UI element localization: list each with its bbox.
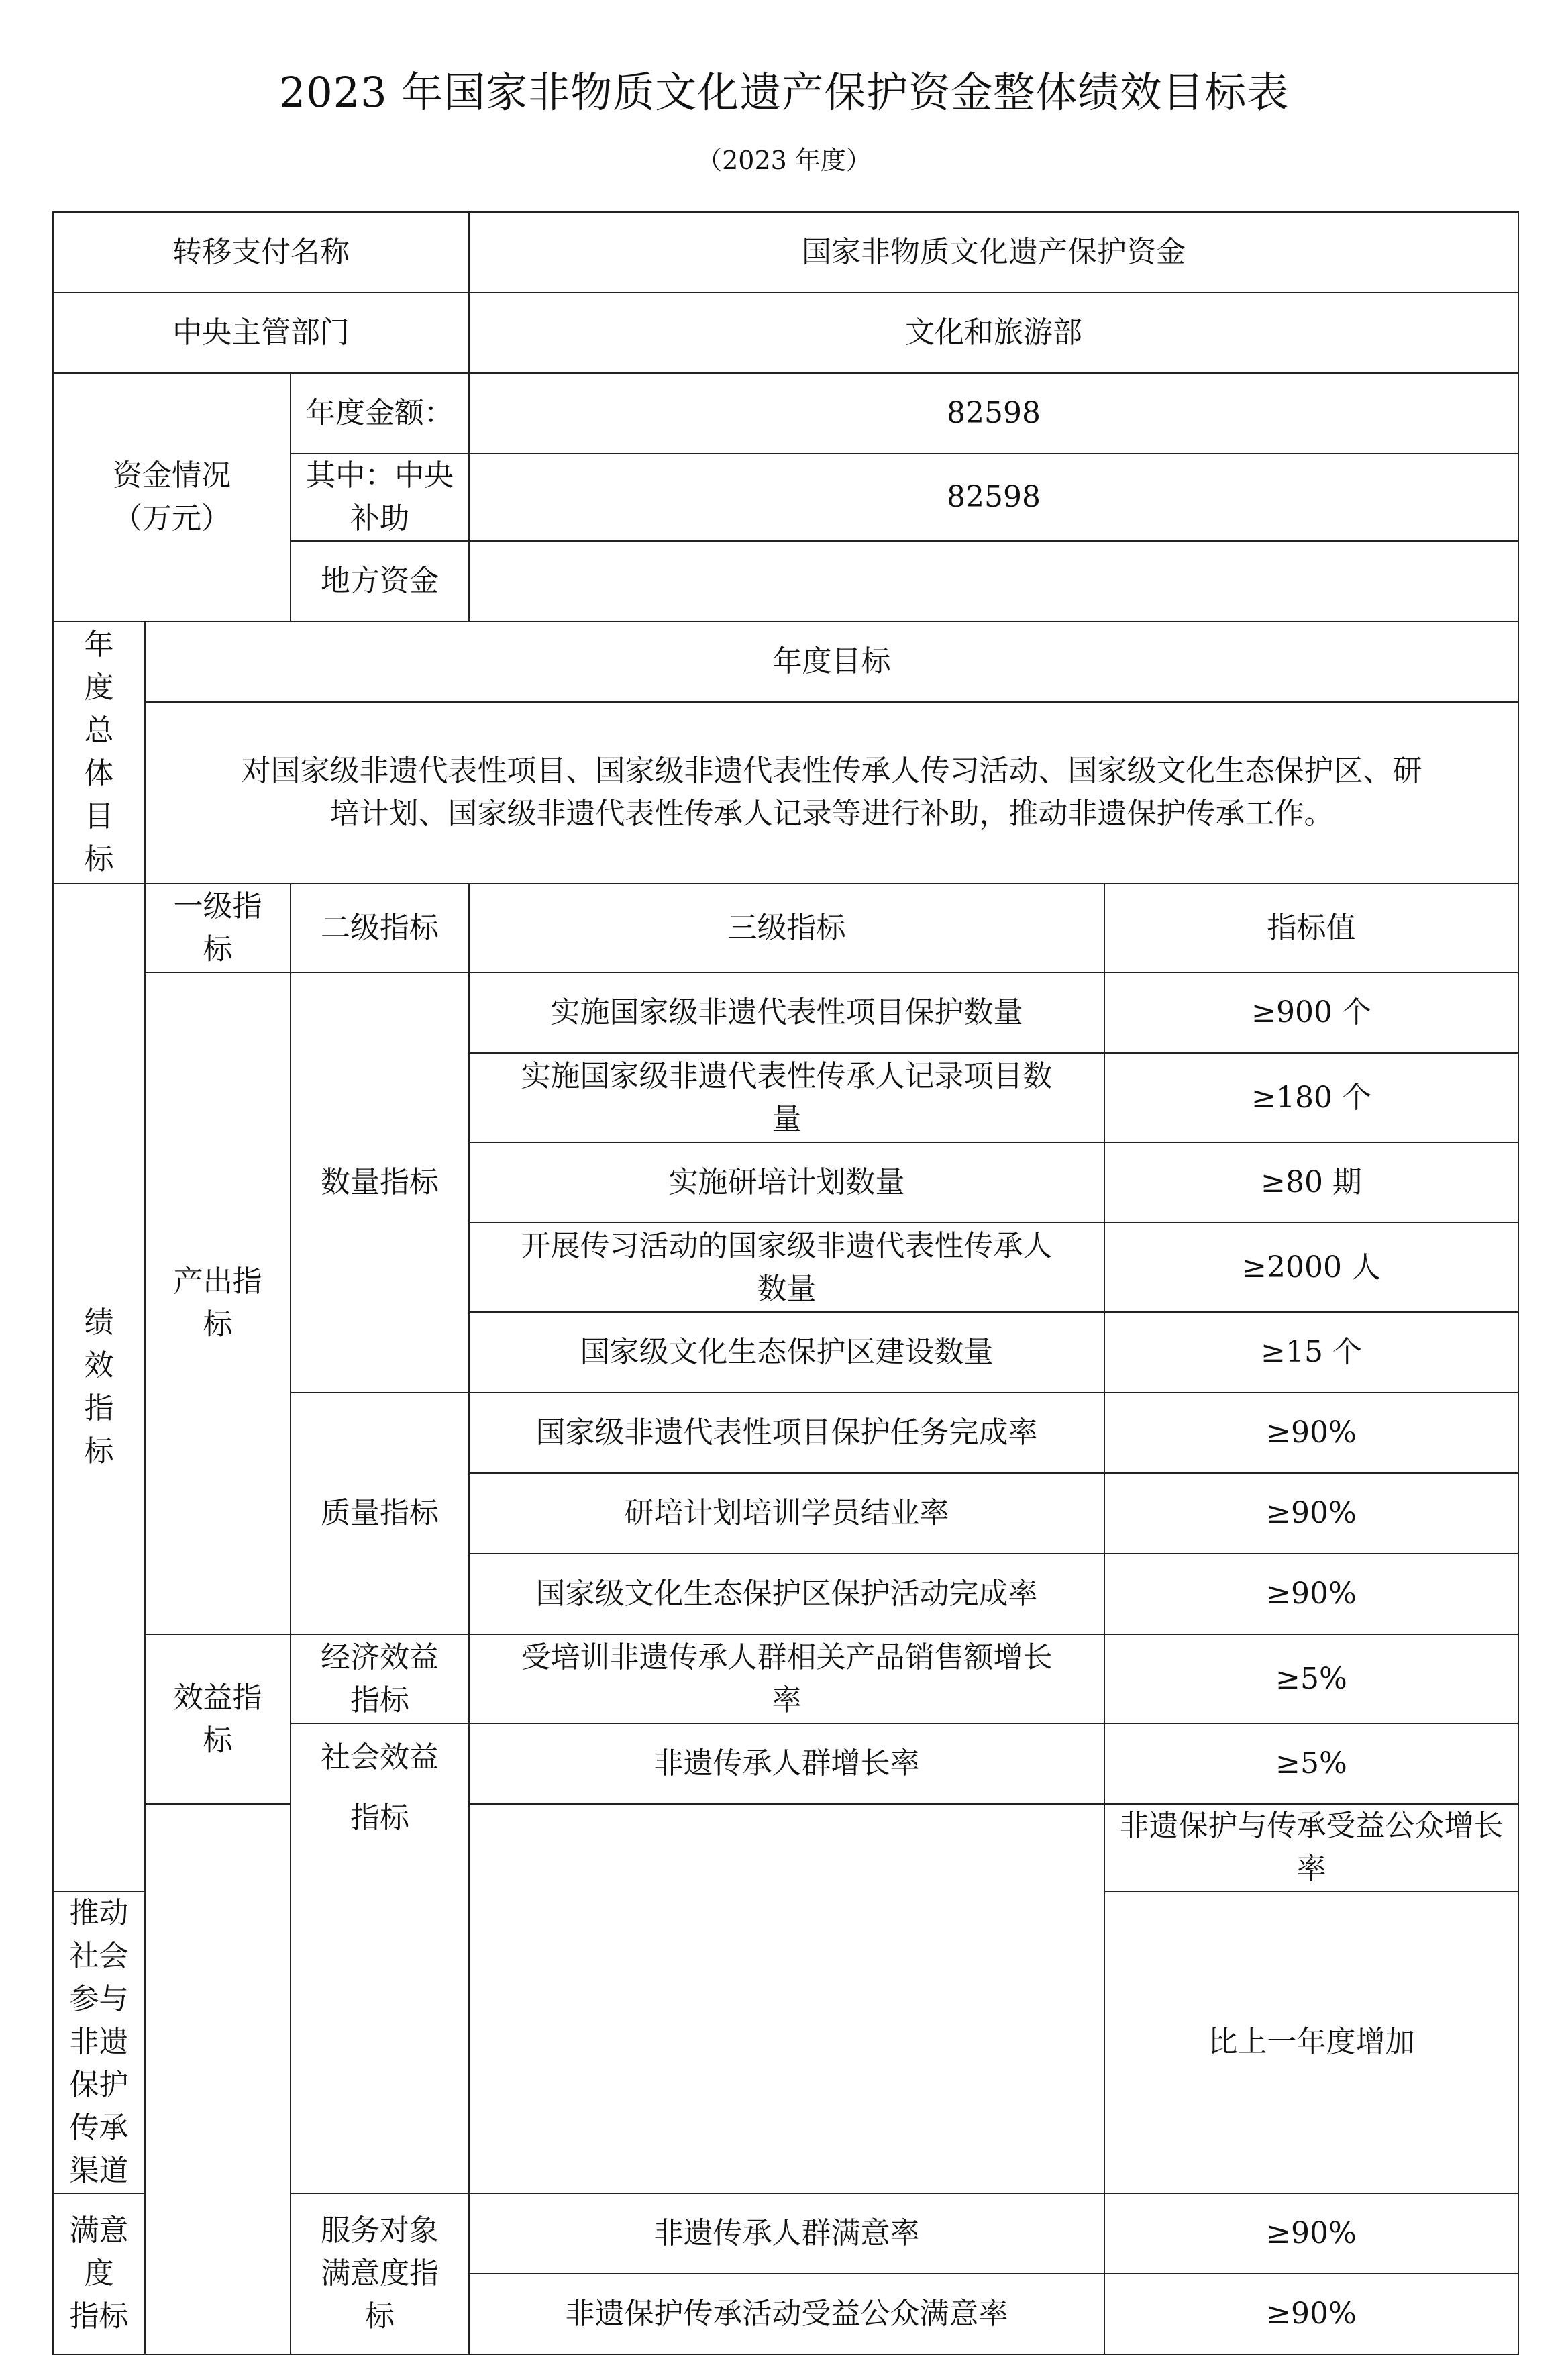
header-level3: 三级指标 bbox=[469, 883, 1104, 972]
indicator-value: ≥90% bbox=[1104, 1393, 1518, 1473]
indicator-value: ≥5% bbox=[1104, 1634, 1518, 1723]
annual-goal-header: 年度目标 bbox=[145, 621, 1518, 702]
table-row bbox=[53, 293, 1518, 373]
header-level2: 二级指标 bbox=[291, 883, 469, 972]
economic-benefit-label: 经济效益 指标 bbox=[291, 1634, 469, 1723]
page-title: 2023 年国家非物质文化遗产保护资金整体绩效目标表 bbox=[278, 68, 1290, 117]
indicator-value: ≥80 期 bbox=[1104, 1142, 1518, 1223]
indicator-name: 受培训非遗传承人群相关产品销售额增长 率 bbox=[469, 1634, 1104, 1723]
indicator-name: 实施国家级非遗代表性传承人记录项目数 量 bbox=[469, 1053, 1104, 1142]
indicator-value: ≥90% bbox=[1104, 2193, 1518, 2274]
indicator-value: ≥90% bbox=[1104, 2274, 1518, 2354]
indicator-name: 实施研培计划数量 bbox=[469, 1142, 1104, 1223]
dept-label: 中央主管部门 bbox=[53, 293, 469, 373]
indicator-name: 非遗传承人群满意率 bbox=[469, 2193, 1104, 2274]
table-row bbox=[53, 212, 1518, 293]
table-row bbox=[53, 1804, 1518, 1891]
annual-goal-side-label: 年 度 总 体 目 标 bbox=[53, 621, 145, 883]
dept-value: 文化和旅游部 bbox=[469, 293, 1518, 373]
transfer-name-label: 转移支付名称 bbox=[53, 212, 469, 293]
indicator-name: 开展传习活动的国家级非遗代表性传承人 数量 bbox=[469, 1223, 1104, 1312]
performance-table bbox=[52, 211, 1519, 2355]
service-satisfaction-label: 服务对象 满意度指 标 bbox=[291, 2193, 469, 2354]
local-funds-label: 地方资金 bbox=[291, 541, 469, 621]
benefit-label: 效益指 标 bbox=[145, 1634, 291, 1804]
indicator-value: ≥900 个 bbox=[1104, 972, 1518, 1053]
header-value: 指标值 bbox=[1104, 883, 1518, 972]
table-row bbox=[53, 702, 1518, 883]
level1-continuation bbox=[469, 1804, 1104, 2193]
satisfaction-label: 满意度 指标 bbox=[53, 2193, 145, 2354]
indicator-name: 国家级文化生态保护区建设数量 bbox=[469, 1312, 1104, 1393]
table-row bbox=[53, 883, 1518, 972]
funds-label-line2: （万元） bbox=[113, 501, 231, 536]
indicator-value: ≥90% bbox=[1104, 1554, 1518, 1634]
annual-amount-label: 年度金额： bbox=[291, 373, 469, 454]
table-row bbox=[53, 373, 1518, 454]
indicator-name: 推动社会参与非遗保护传承渠道 bbox=[53, 1891, 145, 2193]
indicator-value: 比上一年度增加 bbox=[1104, 1891, 1518, 2193]
indicator-value: ≥2000 人 bbox=[1104, 1223, 1518, 1312]
table-row bbox=[53, 972, 1518, 1053]
indicator-value: ≥5% bbox=[1104, 1723, 1518, 1804]
indicator-value: ≥90% bbox=[1104, 1473, 1518, 1554]
table-row bbox=[53, 1634, 1518, 1723]
central-subsidy-value: 82598 bbox=[469, 454, 1518, 541]
indicator-name: 非遗保护与传承受益公众增长率 bbox=[1104, 1804, 1518, 1891]
indicators-side-continuation bbox=[145, 1804, 291, 2354]
indicator-name: 国家级文化生态保护区保护活动完成率 bbox=[469, 1554, 1104, 1634]
indicator-name: 国家级非遗代表性项目保护任务完成率 bbox=[469, 1393, 1104, 1473]
annual-amount-value: 82598 bbox=[469, 373, 1518, 454]
funds-label bbox=[53, 373, 291, 621]
quantity-label: 数量指标 bbox=[291, 972, 469, 1393]
indicators-side-label: 绩 效 指 标 bbox=[53, 883, 145, 1891]
output-label: 产出指 标 bbox=[145, 972, 291, 1634]
indicator-name: 实施国家级非遗代表性项目保护数量 bbox=[469, 972, 1104, 1053]
indicator-value: ≥180 个 bbox=[1104, 1053, 1518, 1142]
funds-label-line1: 资金情况 bbox=[113, 458, 231, 493]
table-row bbox=[53, 621, 1518, 702]
annual-goal-text: 对国家级非遗代表性项目、国家级非遗代表性传承人传习活动、国家级文化生态保护区、研 培计划、国家级非遗代表性传承人记录等进行补助，推动非遗保护传承工作。 bbox=[145, 702, 1518, 883]
local-funds-value bbox=[469, 541, 1518, 621]
indicator-name: 非遗传承人群增长率 bbox=[469, 1723, 1104, 1804]
indicator-value: ≥15 个 bbox=[1104, 1312, 1518, 1393]
indicator-name: 研培计划培训学员结业率 bbox=[469, 1473, 1104, 1554]
page-subtitle: （2023 年度） bbox=[696, 146, 872, 175]
header-level1: 一级指 标 bbox=[145, 883, 291, 972]
quality-label: 质量指标 bbox=[291, 1393, 469, 1634]
transfer-name-value: 国家非物质文化遗产保护资金 bbox=[469, 212, 1518, 293]
central-subsidy-label: 其中：中央补助 bbox=[291, 454, 469, 541]
social-benefit-label: 社会效益 指标 bbox=[291, 1723, 469, 2193]
indicator-name: 非遗保护传承活动受益公众满意率 bbox=[469, 2274, 1104, 2354]
